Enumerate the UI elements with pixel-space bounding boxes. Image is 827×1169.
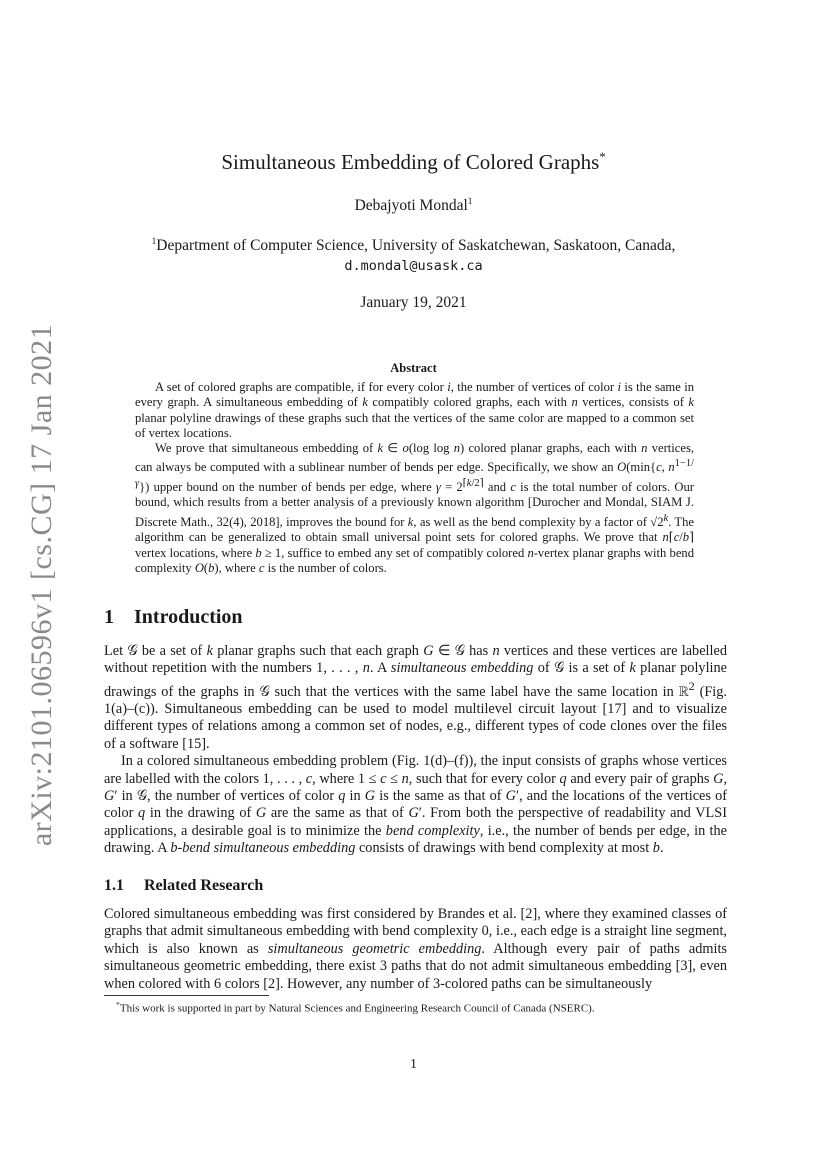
abstract-body [135,380,694,576]
affiliation-block [0,232,827,276]
related-research-body [104,906,727,993]
author-affiliation-mark: 1 [467,197,473,207]
author-name: Debajyoti Mondal [354,197,468,215]
footnote [104,1000,727,1015]
paper-date: January 19, 2021 [360,294,467,311]
author-email: d.mondal@usask.ca [344,258,483,275]
intro-paragraph-1: Let 𝒢 be a set of k planar graphs such that each graph G ∈ 𝒢 has n vertices and these vertices are labelled without repetition with the numbers 1, . . . , n. A simultaneous embedding of 𝒢 is a set of k planar polyline drawings of the graphs in 𝒢 such that the vertices with the same label have the same location in ℝ$^2$ (Fig. 1(a)–(c)). Simultaneous embedding can be used to model multilevel circuit layout [17] and to visualize different types of relations among a common set of nodes, e.g., different types of code clones over the files of a software [15]. [104,643,728,752]
title-text: Simultaneous Embedding of Colored Graphs [221,150,600,174]
subsection-number: 1.1 [104,877,124,894]
title-footnote-mark: * [599,150,606,164]
footnote-mark: * [116,1000,120,1009]
section-number: 1 [104,606,114,628]
abstract-paragraph-1: A set of colored graphs are compatible, if for every color i, the number of vertices of color i is the same in every graph. A simultaneous embedding of k compatibly colored graphs, each with n vertices, consists of k planar polyline drawings of these graphs such that the vertices of the same color are mapped to a common set of vertex locations. [135,380,695,440]
section-heading-introduction [104,606,243,629]
footnote-rule [104,995,269,996]
affiliation-mark: 1 [151,237,157,247]
arxiv-identifier-text: arXiv:2101.06596v1 [cs.CG] 17 Jan 2021 [25,323,58,847]
intro-paragraph-2: In a colored simultaneous embedding problem (Fig. 1(d)–(f)), the input consists of graphs whose vertices are labelled with the colors 1, . . . , c, where 1 ≤ c ≤ n, such that for every color q and every pair of graphs G, G′ in 𝒢, the number of vertices of color q in G is the same as that of G′, and the locations of the vertices of color q in the drawing of G are the same as that of G′. From both the perspective of readability and VLSI applications, a desirable goal is to minimize the bend complexity, i.e., the number of bends per edge, in the drawing. A b-bend simultaneous embedding consists of drawings with bend complexity at most b. [104,753,728,857]
section-title: Introduction [134,606,243,628]
subsection-heading-related-research [104,877,263,895]
subsection-title: Related Research [144,877,264,894]
abstract-paragraph-2: We prove that simultaneous embedding of k ∈ o(log log n) colored planar graphs, each with n vertices, can always be computed with a sublinear number of bends per edge. Specifically, we show an O(min{c, $n^{1-1/\gamma}$}) upper bound on the number of bends per edge, where $\gamma = 2^{⌈k/2⌉}$ and c is the total number of colors. Our bound, which results from a better analysis of a previously known algorithm [Durocher and Mondal, SIAM J. Discrete Math., 32(4), 2018], improves the bound for k, as well as the bend complexity by a factor of √2$^k$. The algorithm can be generalized to obtain small universal point sets for colored graphs. We prove that n⌈c/b⌉ vertex locations, where b ≥ 1, suffice to embed any set of compatibly colored n-vertex planar graphs with bend complexity O(b), where c is the number of colors. [135,441,695,575]
related-paragraph-1: Colored simultaneous embedding was first considered by Brandes et al. [2], where they examined classes of graphs that admit simultaneous embedding with bend complexity 0, i.e., each edge is a straight line segment, which is also known as simultaneous geometric embedding. Although every pair of paths admits simultaneous geometric embedding, there exist 3 paths that do not admit simultaneous embedding [3], even when colored with 6 colors [2]. However, any number of 3-colored paths can be simultaneously [104,906,727,992]
affiliation-text: Department of Computer Science, University of Saskatchewan, Saskatoon, Canada, [156,237,676,255]
page-number: 1 [410,1057,417,1072]
footnote-text: This work is supported in part by Natural Sciences and Engineering Research Council of Canada (NSERC). [119,1002,595,1015]
paper-title [0,150,827,175]
author-line [0,197,827,215]
introduction-body [104,643,727,858]
abstract-heading: Abstract [390,361,437,375]
